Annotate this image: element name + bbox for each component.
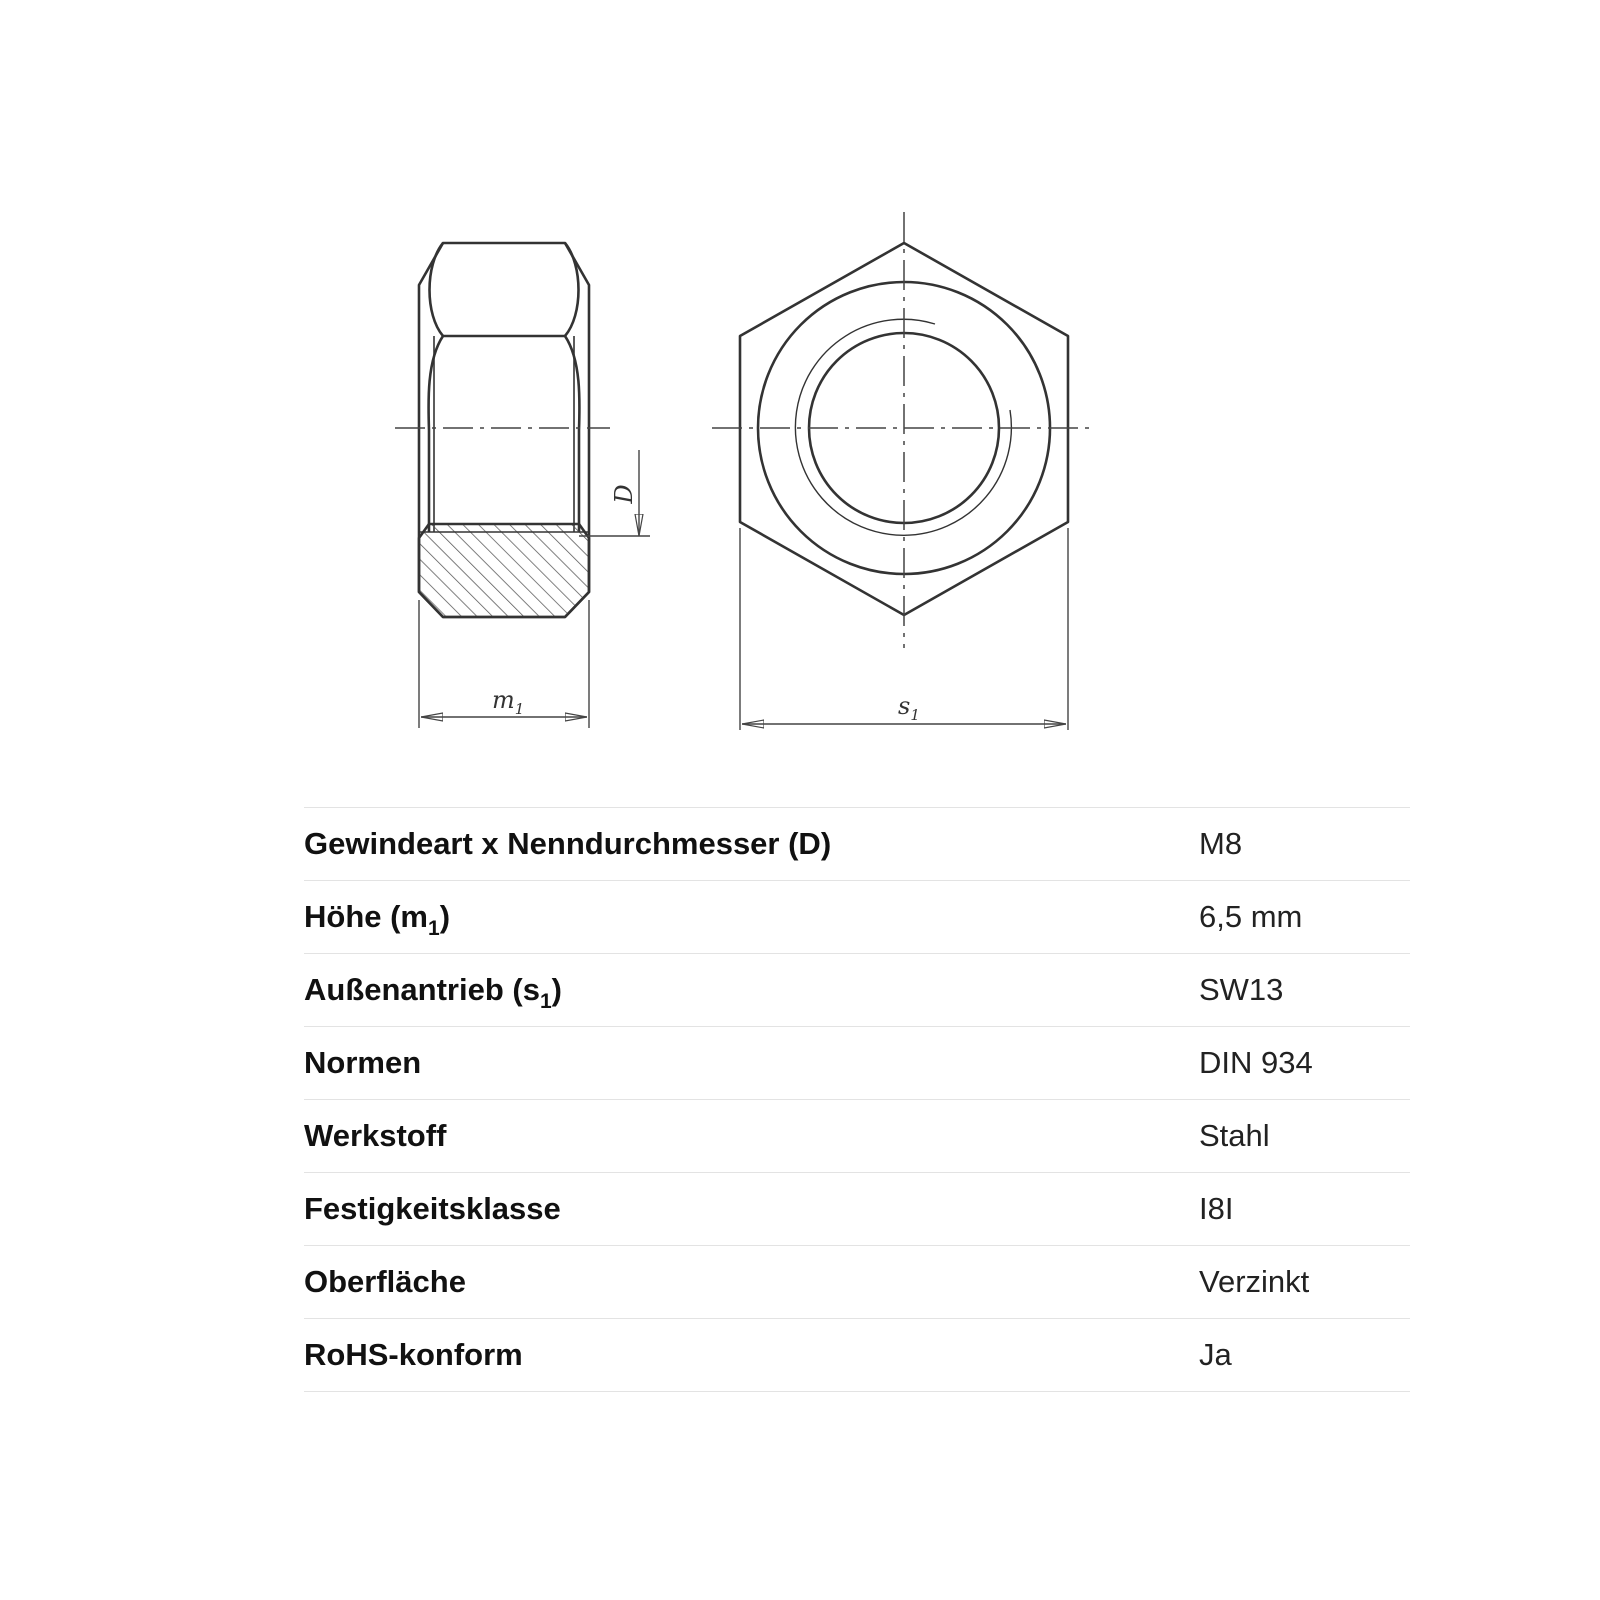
dimension-s1-label: s1 <box>898 692 920 724</box>
technical-drawing <box>0 0 1600 790</box>
spec-value-strength: I8I <box>1199 1191 1234 1226</box>
spec-value-drive: SW13 <box>1199 972 1284 1007</box>
spec-value-material: Stahl <box>1199 1118 1270 1153</box>
spec-label-surface: Oberfläche <box>304 1264 466 1299</box>
table-row <box>304 808 1410 881</box>
spec-label-rohs: RoHS-konform <box>304 1337 523 1372</box>
table-row <box>304 1319 1410 1392</box>
side-view <box>419 243 589 617</box>
spec-value-height: 6,5 mm <box>1199 899 1303 934</box>
table-row <box>304 1173 1410 1246</box>
spec-value-thread: M8 <box>1199 826 1243 861</box>
spec-label-drive: Außenantrieb $(s_1)$ <box>304 972 562 1013</box>
table-row <box>304 1246 1410 1319</box>
dimension-d-label: D <box>610 484 638 504</box>
table-row <box>304 1027 1410 1100</box>
table-row <box>304 881 1410 954</box>
spec-table <box>304 807 1410 1392</box>
section-hatch <box>419 524 589 617</box>
spec-label-strength: Festigkeitsklasse <box>304 1191 561 1226</box>
spec-value-rohs: Ja <box>1199 1337 1232 1372</box>
spec-label-height: Höhe $(m_1)$ <box>304 899 451 940</box>
spec-label-thread: Gewindeart x Nenndurchmesser (D) <box>304 826 832 861</box>
table-row <box>304 1100 1410 1173</box>
spec-value-surface: Verzinkt <box>1199 1264 1310 1299</box>
table-row <box>304 954 1410 1027</box>
spec-label-standard: Normen <box>304 1045 422 1080</box>
spec-label-material: Werkstoff <box>304 1118 447 1153</box>
spec-value-standard: DIN 934 <box>1199 1045 1313 1080</box>
dimension-m1-label: m1 <box>492 686 525 718</box>
